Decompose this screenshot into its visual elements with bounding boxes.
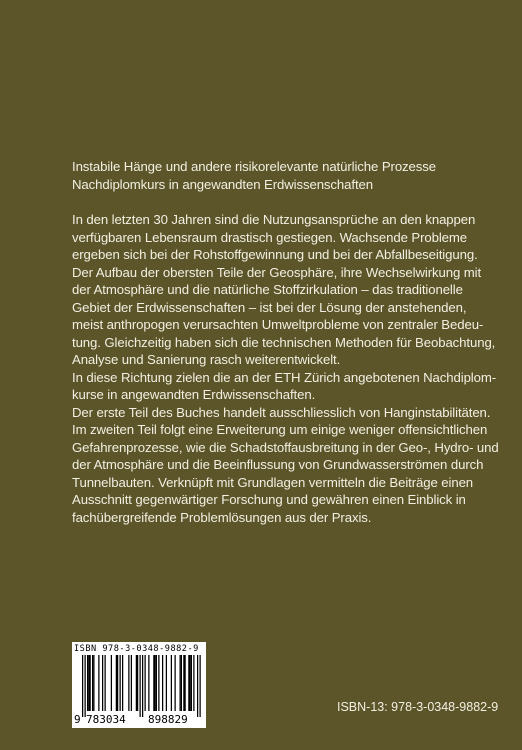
description-line: Analyse und Sanierung rasch weiterentwickelt.: [72, 352, 341, 367]
subtitle-line: Nachdiplomkurs in angewandten Erdwissenschaften: [72, 176, 373, 192]
description-line: kurse in angewandten Erdwissenschaften.: [72, 387, 316, 402]
description-line: fachübergreifende Problemlösungen aus der Praxis.: [72, 509, 372, 525]
barcode-bar: [87, 655, 88, 711]
description-line: verfügbaren Lebensraum drastisch gestiegen. Wachsende Probleme: [72, 229, 468, 245]
barcode-bar: [171, 655, 172, 711]
description-line: ergeben sich bei der Rohstoffgewinnung und bei der Abfallbeseitigung.: [72, 247, 478, 262]
description-text: [72, 211, 499, 526]
description-line: In diese Richtung zielen die an der ETH Zürich angebotenen Nachdiplom-: [72, 369, 497, 385]
description-line: der Atmosphäre und die Beeinflussung von Grundwasserströmen durch: [72, 457, 484, 472]
barcode-bar: [156, 655, 157, 711]
barcode-bar: [88, 655, 89, 711]
barcode-bar: [193, 655, 194, 711]
description-line: Gebiet der Erdwissenschaften – ist bei der Lösung der anstehenden,: [72, 299, 467, 315]
barcode-digit-group-1: 783034: [86, 713, 126, 726]
description-line: In den letzten 30 Jahren sind die Nutzungsansprüche an den knappen: [72, 212, 476, 227]
barcode-bar: [142, 655, 143, 717]
description-line: Der Aufbau der obersten Teile der Geosphäre, ihre Wechselwirkung mit: [72, 264, 482, 280]
barcode-bar: [140, 655, 141, 717]
barcode-bar: [102, 655, 103, 711]
barcode-isbn-label: ISBN 978-3-0348-9882-9: [74, 644, 199, 654]
title-line: Instabile Hänge und andere risikorelevante natürliche Prozesse: [72, 159, 437, 174]
barcode-bar: [153, 655, 154, 711]
barcode-bar: [105, 655, 106, 711]
barcode-bar: [82, 655, 83, 717]
title-block: [72, 158, 492, 193]
barcode-bar: [158, 655, 159, 711]
barcode-bar: [200, 655, 201, 717]
description-line: Gefahrenprozesse, wie die Schadstoffausbreitung in der Geo-, Hydro- und: [72, 439, 499, 455]
description-line: Ausschnitt gegenwärtiger Forschung und gewähren einen Einblick in: [72, 492, 466, 507]
description-line: der Atmosphäre und die natürliche Stoffzirkulation – das traditionelle: [72, 282, 463, 297]
barcode-bar: [185, 655, 186, 711]
barcode-bar: [122, 655, 123, 711]
barcode-bar: [136, 655, 137, 711]
barcode-bar: [166, 655, 167, 711]
barcode-bar: [183, 655, 184, 711]
barcode-bar: [98, 655, 99, 711]
description-line: tung. Gleichzeitig haben sich die technischen Methoden für Beobachtung,: [72, 334, 496, 350]
barcode-bar: [93, 655, 94, 711]
barcode-bar: [155, 655, 156, 711]
barcode-bar: [148, 655, 149, 711]
barcode-bar: [197, 655, 198, 717]
barcode-bar: [116, 655, 117, 711]
description-line: Im zweiten Teil folgt eine Erweiterung um einige weniger offensichtlichen: [72, 422, 488, 437]
barcode: [72, 642, 206, 728]
barcode-bar: [180, 655, 181, 711]
barcode-bar: [175, 655, 176, 711]
barcode-bar: [191, 655, 192, 711]
barcode-bar: [120, 655, 121, 711]
barcode-bar: [131, 655, 132, 711]
barcode-bar: [85, 655, 86, 717]
barcode-bar: [188, 655, 189, 711]
barcode-digit-group-2: 898829: [148, 713, 188, 726]
barcode-digit-first: 9: [74, 713, 81, 726]
barcode-bar: [162, 655, 163, 711]
description-line: Tunnelbauten. Verknüpft mit Grundlagen vermitteln die Beiträge einen: [72, 474, 474, 490]
barcode-bar: [117, 655, 118, 711]
barcode-bar: [90, 655, 91, 711]
barcode-bar: [111, 655, 112, 711]
isbn13-label: ISBN-13: 978-3-0348-9882-9: [337, 700, 499, 714]
barcode-bar: [92, 655, 93, 711]
barcode-bar: [137, 655, 138, 711]
barcode-bar: [128, 655, 129, 711]
barcode-bar: [181, 655, 182, 711]
description-line: meist anthropogen verursachten Umweltprobleme von zentraler Bedeu-: [72, 317, 484, 332]
barcode-bars: [72, 655, 206, 717]
description-line: Der erste Teil des Buches handelt ausschliesslich von Hanginstabilitäten.: [72, 404, 491, 420]
barcode-bar: [145, 655, 146, 711]
barcode-bar: [190, 655, 191, 711]
